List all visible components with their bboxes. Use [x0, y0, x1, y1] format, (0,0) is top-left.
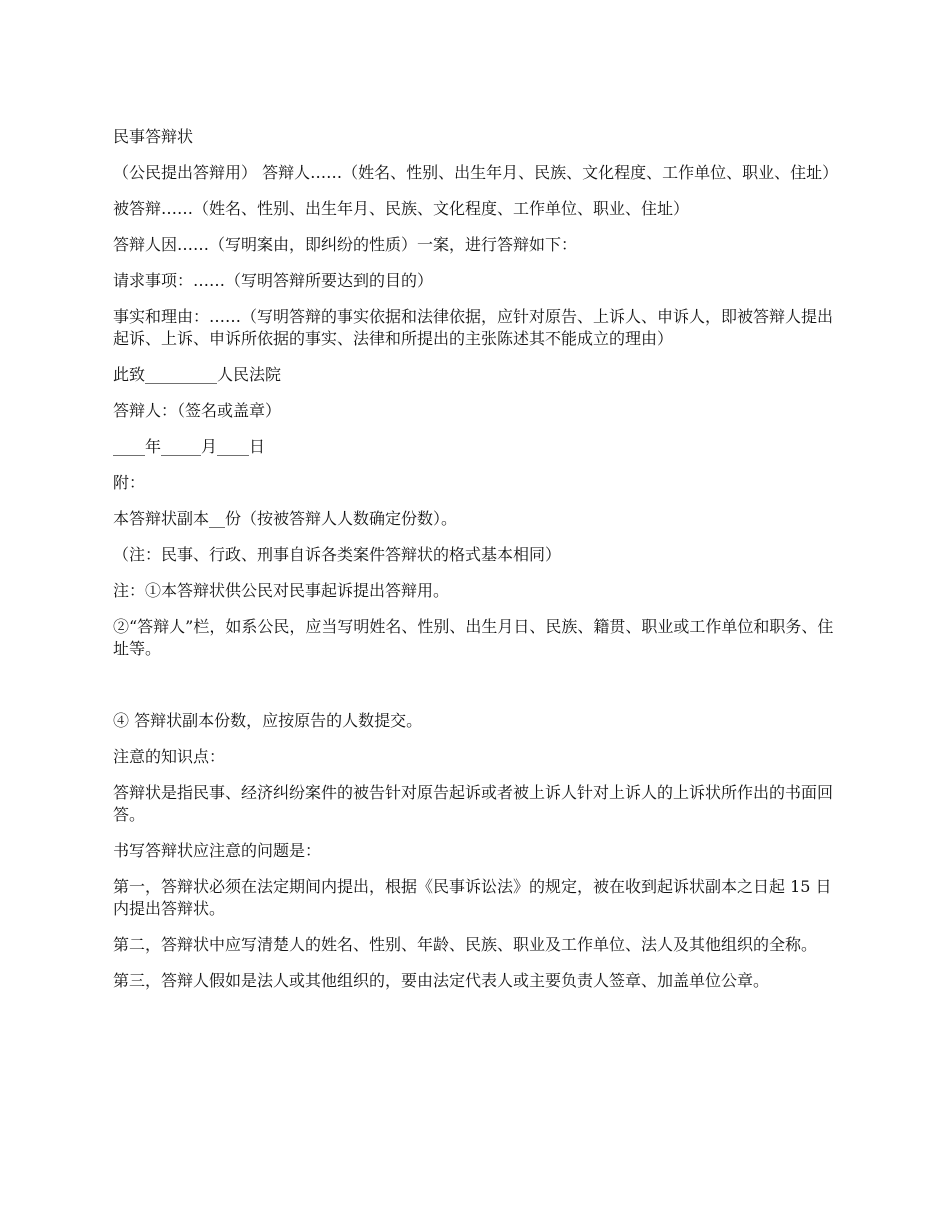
respondent-info-paragraph: 被答辩……（姓名、性别、出生年月、民族、文化程度、工作单位、职业、住址） — [113, 199, 690, 218]
copies-note: 本答辩状副本__份（按被答辩人人数确定份数）。 — [113, 509, 458, 528]
issue-three: 第三，答辩人假如是法人或其他组织的，要由法定代表人或主要负责人签章、加盖单位公章。 — [113, 971, 770, 990]
court-address-line: 此致_________人民法院 — [113, 365, 282, 384]
note-one: 注：①本答辩状供公民对民事起诉提出答辩用。 — [113, 581, 450, 600]
issue-one: 第一，答辩状必须在法定期间内提出，根据《民事诉讼法》的规定，被在收到起诉状副本之日起 15 日内提出答辩状。 — [113, 877, 832, 918]
definition-paragraph: 答辩状是指民事、经济纠纷案件的被告针对原告起诉或者被上诉人针对上诉人的上诉状所作出的书面回答。 — [113, 783, 834, 824]
note-four: ④ 答辩状副本份数，应按原告的人数提交。 — [113, 711, 423, 730]
attachment-label: 附： — [113, 473, 146, 492]
issues-heading: 书写答辩状应注意的问题是： — [113, 841, 322, 860]
document-body — [113, 126, 843, 1006]
knowledge-points-heading: 注意的知识点： — [113, 747, 226, 766]
issue-two: 第二，答辩状中应写清楚人的姓名、性别、年龄、民族、职业及工作单位、法人及其他组织的全称。 — [113, 935, 818, 954]
document-title: 民事答辩状 — [113, 127, 194, 146]
note-two: ②“答辩人”栏，如系公民，应当写明姓名、性别、出生月日、民族、籍贯、职业或工作单位和职务、住址等。 — [113, 617, 834, 658]
date-line: ____年_____月____日 — [113, 437, 266, 456]
facts-reasons-paragraph: 事实和理由：……（写明答辩的事实依据和法律依据，应针对原告、上诉人、申诉人，即被答辩人提出起诉、上诉、申诉所依据的事实、法律和所提出的主张陈述其不能成立的理由） — [113, 307, 834, 348]
signature-line: 答辩人：（签名或盖章） — [113, 401, 282, 420]
case-cause-paragraph: 答辩人因……（写明案由，即纠纷的性质）一案，进行答辩如下： — [113, 235, 578, 254]
claims-paragraph: 请求事项：……（写明答辩所要达到的目的） — [113, 271, 434, 290]
blank-gap — [113, 674, 843, 710]
defendant-info-paragraph: （公民提出答辩用） 答辩人……（姓名、性别、出生年月、民族、文化程度、工作单位、职业、住址） — [113, 163, 839, 182]
format-note: （注：民事、行政、刑事自诉各类案件答辩状的格式基本相同） — [113, 545, 562, 564]
